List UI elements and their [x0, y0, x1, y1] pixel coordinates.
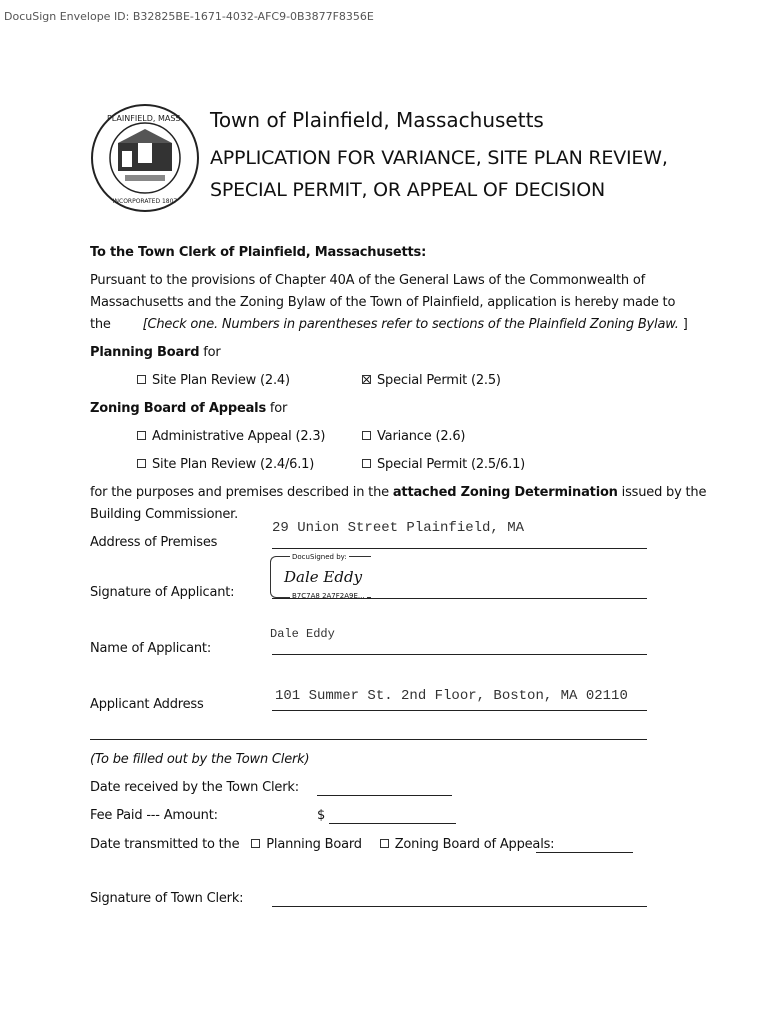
name-label: Name of Applicant:	[90, 641, 211, 656]
zba-heading	[90, 401, 287, 416]
applicant-address-line	[272, 710, 647, 711]
intro-line3	[90, 317, 688, 332]
intro-line3-suffix: ]	[682, 317, 688, 332]
date-received-label: Date received by the Town Clerk:	[90, 780, 299, 795]
envelope-id: DocuSign Envelope ID: B32825BE-1671-4032-AFC9-0B3877F8356E	[4, 10, 374, 23]
pb-special-permit-label: Special Permit (2.5)	[377, 373, 501, 388]
zba-site-plan-option[interactable]	[137, 457, 314, 472]
name-line	[272, 654, 647, 655]
planning-board-heading	[90, 345, 221, 360]
address-value[interactable]: 29 Union Street Plainfield, MA	[272, 520, 525, 536]
clerk-heading: (To be filled out by the Town Clerk)	[90, 752, 310, 767]
transmit-zba-label: Zoning Board of Appeals:	[394, 837, 555, 852]
zba-special-permit-label: Special Permit (2.5/6.1)	[377, 457, 526, 472]
address-line	[272, 548, 647, 549]
zba-variance-checkbox[interactable]	[362, 431, 371, 440]
addressee: To the Town Clerk of Plainfield, Massachusetts:	[90, 245, 427, 260]
date-transmitted-label: Date transmitted to the	[90, 837, 240, 852]
pb-site-plan-checkbox[interactable]	[137, 375, 146, 384]
intro-line3-italic: [Check one. Numbers in parentheses refer to sections of the Plainfield Zoning Bylaw.	[142, 317, 679, 332]
planning-board-label: Planning Board	[90, 345, 200, 360]
section-divider	[90, 739, 647, 740]
intro-line3-prefix: the	[90, 317, 111, 332]
pb-special-permit-checkbox[interactable]	[362, 375, 371, 384]
form-title-line2: SPECIAL PERMIT, OR APPEAL OF DECISION	[210, 179, 605, 201]
applicant-address-value[interactable]: 101 Summer St. 2nd Floor, Boston, MA 02110	[275, 688, 628, 704]
transmit-planning-board-label: Planning Board	[266, 837, 362, 852]
pb-special-permit-option[interactable]	[362, 373, 501, 388]
transmit-planning-board-checkbox[interactable]	[251, 839, 260, 848]
transmit-zba-checkbox[interactable]	[380, 839, 389, 848]
pb-site-plan-label: Site Plan Review (2.4)	[152, 373, 290, 388]
zba-site-plan-label: Site Plan Review (2.4/6.1)	[152, 457, 315, 472]
purpose-line2: Building Commissioner.	[90, 507, 239, 522]
purpose-suffix: issued by the	[621, 485, 707, 500]
fee-paid-line[interactable]	[329, 823, 456, 824]
form-title-line1: APPLICATION FOR VARIANCE, SITE PLAN REVIEW,	[210, 147, 668, 169]
date-received-line[interactable]	[317, 795, 452, 796]
svg-text:PLAINFIELD, MASS.: PLAINFIELD, MASS.	[106, 114, 184, 123]
signature-id: B7C7A8 2A7F2A9E...	[292, 592, 365, 600]
date-transmitted-line[interactable]	[536, 852, 633, 853]
docusigned-by: DocuSigned by:	[292, 553, 347, 561]
zba-admin-appeal-option[interactable]	[137, 429, 325, 444]
zba-variance-option[interactable]	[362, 429, 465, 444]
zba-site-plan-checkbox[interactable]	[137, 459, 146, 468]
zba-suffix: for	[269, 401, 288, 416]
purpose-bold: attached Zoning Determination	[392, 485, 618, 500]
town-title: Town of Plainfield, Massachusetts	[210, 108, 544, 132]
date-transmitted-row	[90, 837, 554, 852]
fee-paid-label: Fee Paid --- Amount:	[90, 808, 218, 823]
dollar-sign: $	[317, 808, 326, 823]
town-seal-icon	[90, 103, 200, 213]
clerk-signature-label: Signature of Town Clerk:	[90, 891, 244, 906]
name-value[interactable]: Dale Eddy	[270, 627, 335, 641]
applicant-address-label: Applicant Address	[90, 697, 204, 712]
signature-line	[272, 598, 647, 599]
zba-admin-appeal-label: Administrative Appeal (2.3)	[152, 429, 326, 444]
planning-board-suffix: for	[203, 345, 221, 360]
zba-admin-appeal-checkbox[interactable]	[137, 431, 146, 440]
address-label: Address of Premises	[90, 535, 218, 550]
pb-site-plan-option[interactable]	[137, 373, 290, 388]
signature-label: Signature of Applicant:	[90, 585, 235, 600]
svg-text:INCORPORATED 1807: INCORPORATED 1807	[112, 198, 178, 205]
purpose-prefix: for the purposes and premises described in the	[90, 485, 389, 500]
purpose-line1	[90, 485, 706, 500]
intro-line1: Pursuant to the provisions of Chapter 40A of the General Laws of the Commonwealth of	[90, 273, 646, 288]
zba-label: Zoning Board of Appeals	[90, 401, 266, 416]
zba-special-permit-option[interactable]	[362, 457, 525, 472]
clerk-signature-line[interactable]	[272, 906, 647, 907]
signature-script: Dale Eddy	[284, 568, 363, 586]
zba-special-permit-checkbox[interactable]	[362, 459, 371, 468]
intro-line2: Massachusetts and the Zoning Bylaw of the Town of Plainfield, application is hereby made to	[90, 295, 676, 310]
zba-variance-label: Variance (2.6)	[377, 429, 466, 444]
